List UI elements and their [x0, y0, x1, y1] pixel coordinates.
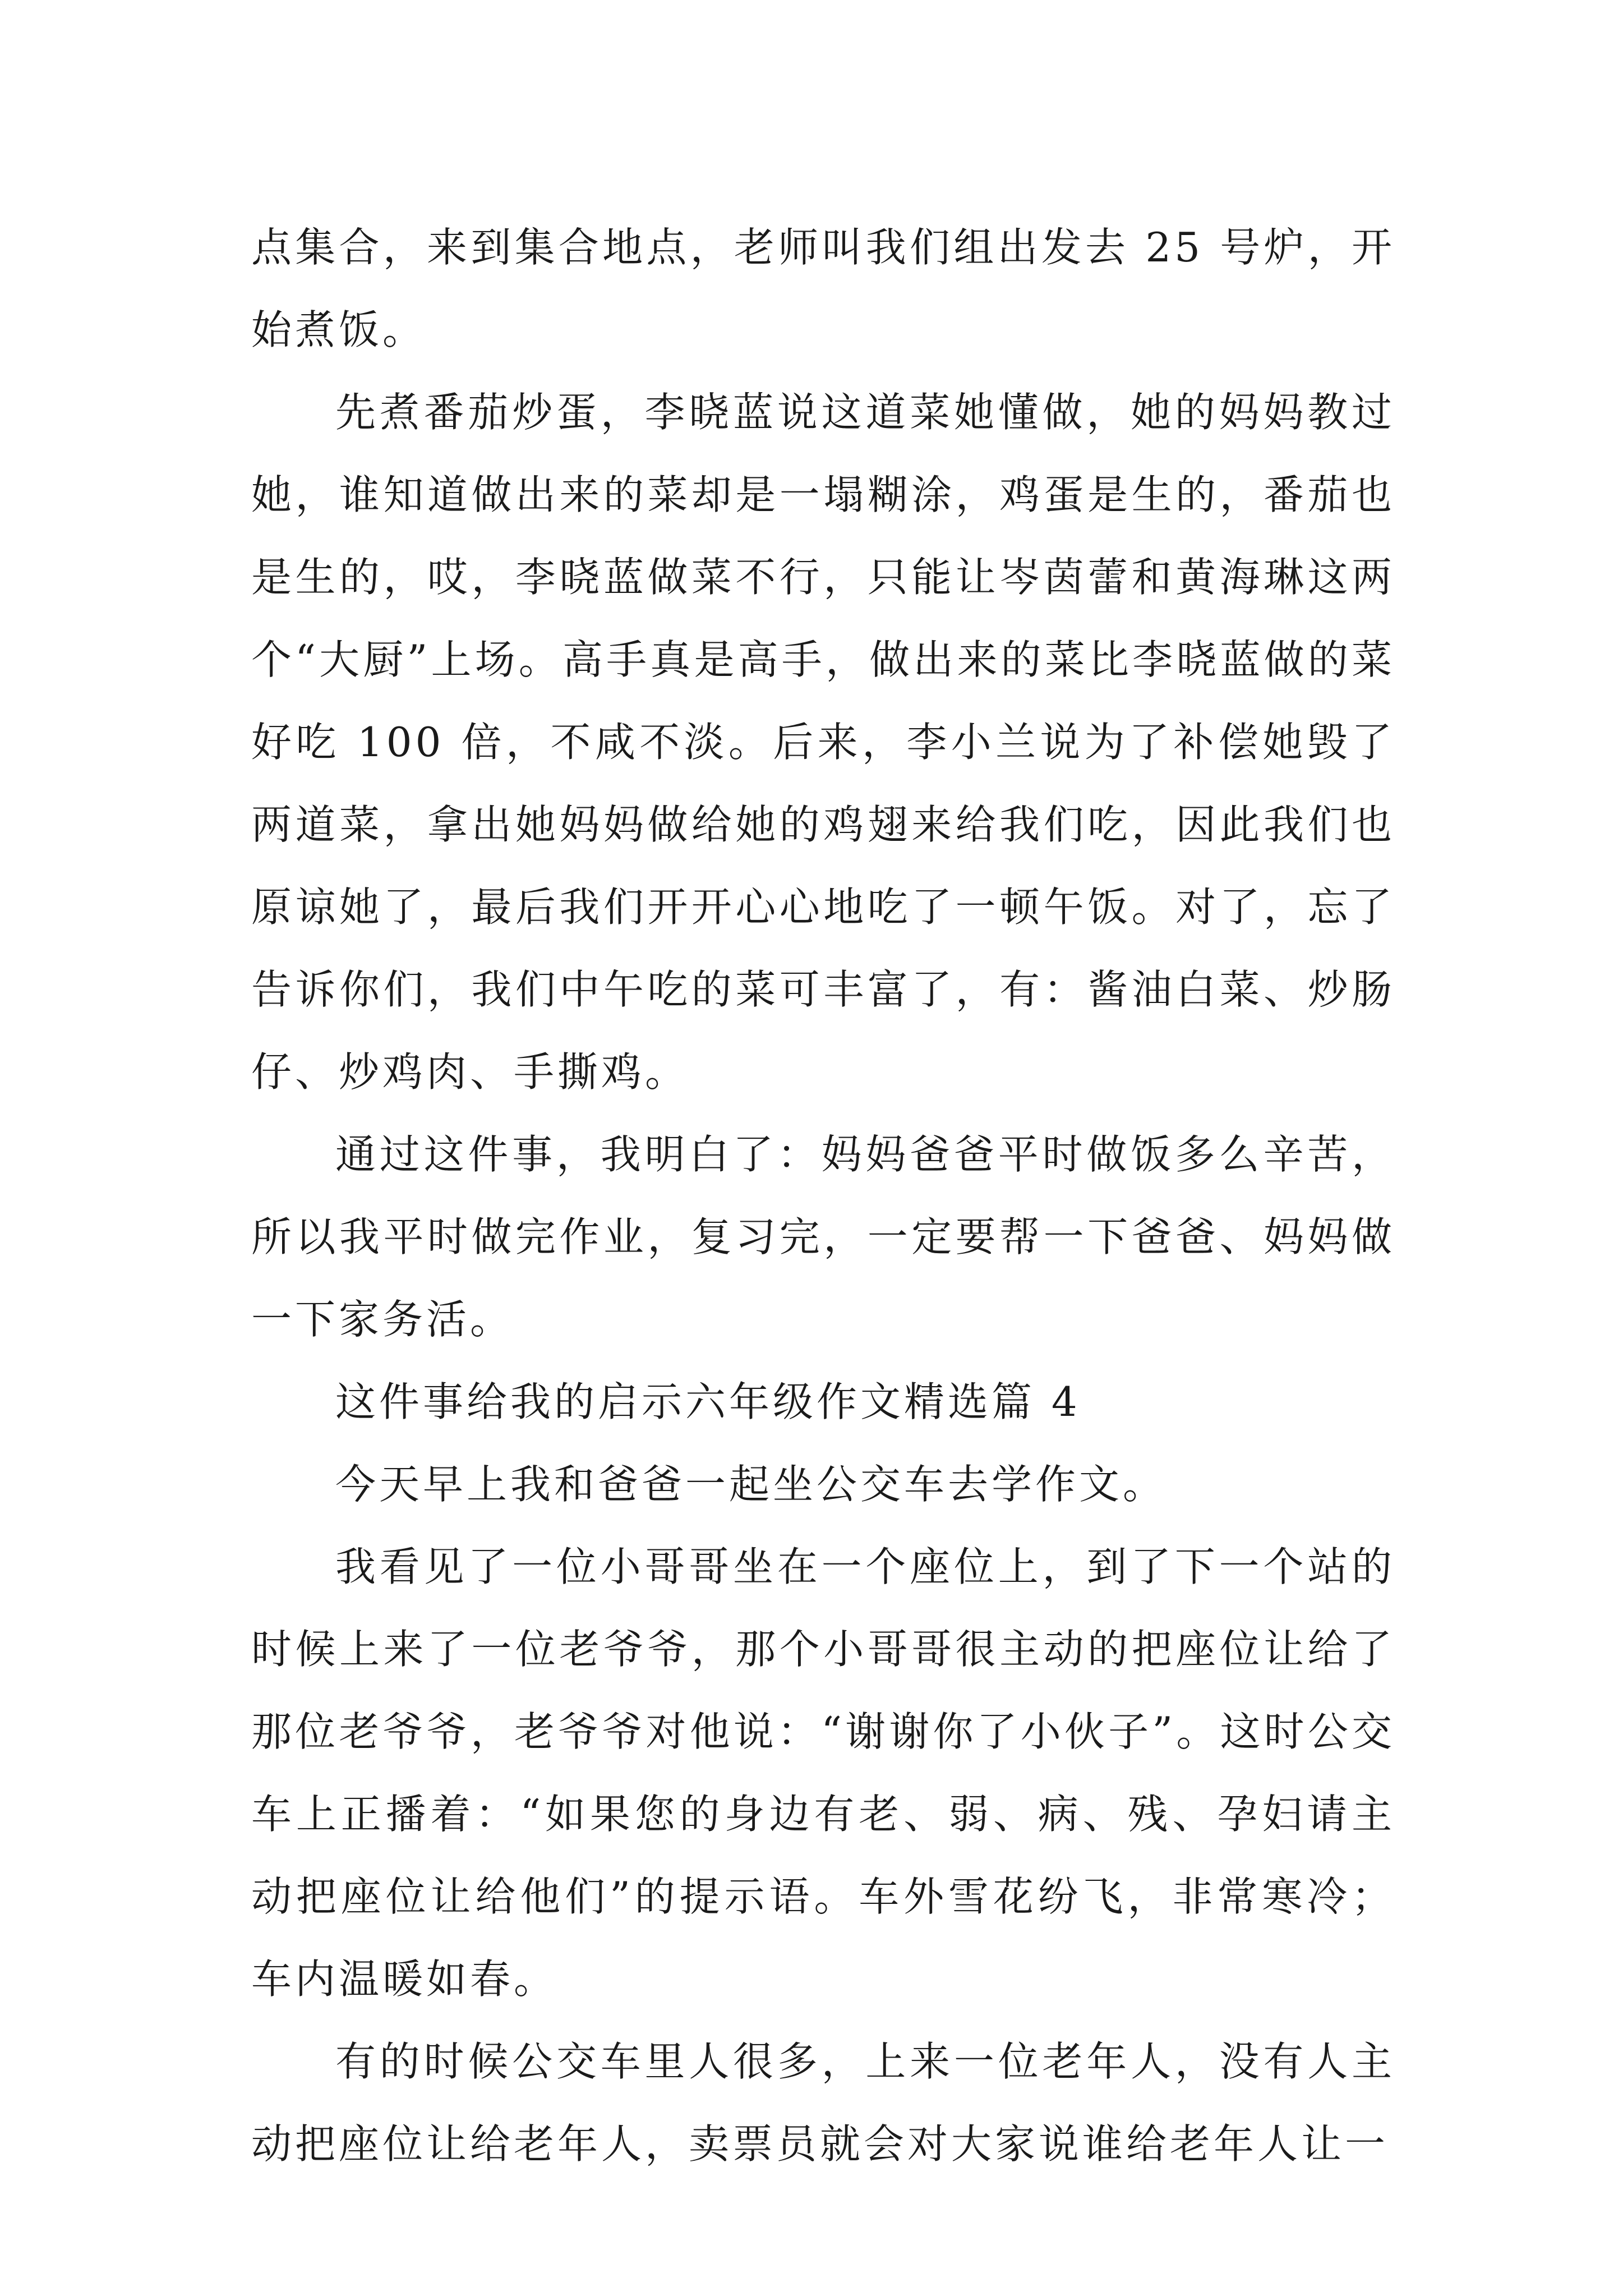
paragraph-1: 点集合，来到集合地点，老师叫我们组出发去 25 号炉，开始煮饭。: [251, 224, 1395, 353]
paragraph-7: 有的时候公交车里人很多，上来一位老年人，没有人主动把座位让给老年人，卖票员就会对大家说谁给老年人让一: [251, 2038, 1395, 2168]
paragraph-3: 通过这件事，我明白了：妈妈爸爸平时做饭多么辛苦，所以我平时做完作业，复习完，一定要帮一下爸爸、妈妈做一下家务活。: [251, 1131, 1395, 1343]
document-body: [251, 206, 1395, 2185]
section-heading: 这件事给我的启示六年级作文精选篇 4: [335, 1378, 1081, 1425]
paragraph-6: 我看见了一位小哥哥坐在一个座位上，到了下一个站的时候上来了一位老爷爷，那个小哥哥很主动的把座位让给了那位老爷爷，老爷爷对他说：“谢谢你了小伙子”。这时公交车上正播着：“如果您的身边有老、弱、病、残、孕妇请主动把座位让给他们”的提示语。车外雪花纷飞，非常寒冷；车内温暖如春。: [251, 1543, 1395, 2003]
paragraph-5: 今天早上我和爸爸一起坐公交车去学作文。: [335, 1461, 1167, 1508]
paragraph-2: 先煮番茄炒蛋，李晓蓝说这道菜她懂做，她的妈妈教过她，谁知道做出来的菜却是一塌糊涂，鸡蛋是生的，番茄也是生的，哎，李晓蓝做菜不行，只能让岑茵蕾和黄海琳这两个“大厨”上场。高手真是高手，做出来的菜比李晓蓝做的菜好吃 100 倍，不咸不淡。后来，李小兰说为了补偿她毁了两道菜，拿出她妈妈做给她的鸡翅来给我们吃，因此我们也原谅她了，最后我们开开心心地吃了一顿午饭。对了，忘了告诉你们，我们中午吃的菜可丰富了，有：酱油白菜、炒肠仔、炒鸡肉、手撕鸡。: [251, 389, 1395, 1096]
